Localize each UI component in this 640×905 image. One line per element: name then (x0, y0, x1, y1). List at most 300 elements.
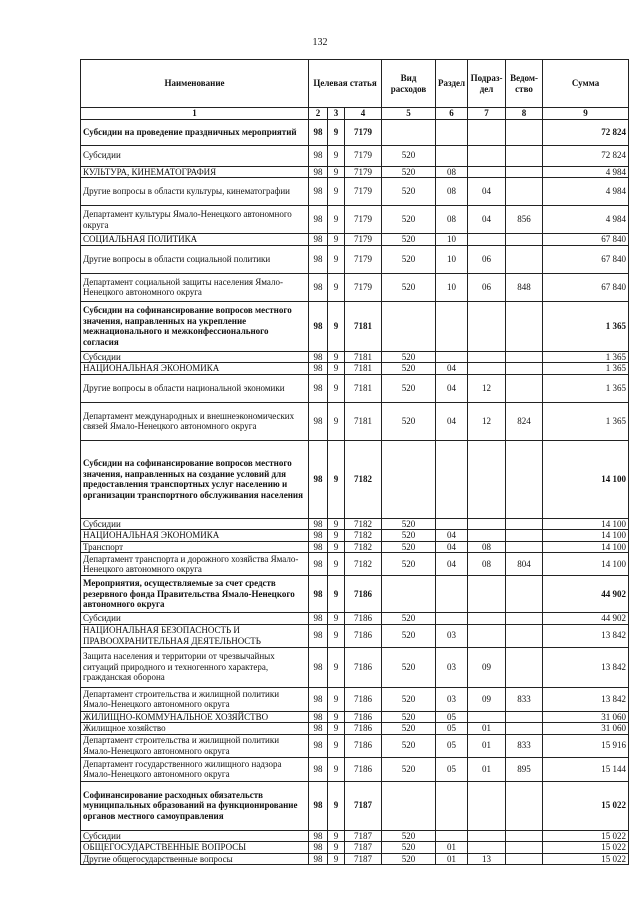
cell-expense-type: 520 (382, 613, 436, 625)
cell-subsection (468, 351, 506, 363)
table-row (81, 842, 629, 854)
cell-target-program: 98 (309, 518, 328, 530)
cell-target-subprogram: 9 (328, 541, 345, 553)
cell-target-code: 7179 (345, 245, 382, 273)
cell-amount: 15 022 (543, 830, 629, 842)
column-number: 5 (382, 108, 436, 120)
cell-subsection (468, 301, 506, 351)
cell-section: 03 (436, 687, 468, 711)
cell-target-code: 7186 (345, 757, 382, 781)
cell-section: 08 (436, 206, 468, 234)
cell-name: НАЦИОНАЛЬНАЯ БЕЗОПАСНОСТЬ И ПРАВООХРАНИТЕЛЬНАЯ ДЕЯТЕЛЬНОСТЬ (81, 624, 309, 647)
cell-department: 824 (506, 402, 543, 440)
cell-department (506, 613, 543, 625)
table-row (81, 440, 629, 518)
cell-department (506, 145, 543, 166)
cell-subsection (468, 166, 506, 178)
cell-target-code: 7186 (345, 613, 382, 625)
cell-name: Защита населения и территории от чрезвычайных ситуаций природного и техногенного характера, гражданская оборона (81, 647, 309, 687)
table-row (81, 166, 629, 178)
cell-expense-type: 520 (382, 541, 436, 553)
cell-department (506, 166, 543, 178)
column-number: 6 (436, 108, 468, 120)
table-row (81, 374, 629, 402)
cell-department (506, 624, 543, 647)
cell-target-subprogram: 9 (328, 145, 345, 166)
cell-section: 03 (436, 647, 468, 687)
cell-subsection (468, 842, 506, 854)
cell-amount: 1 365 (543, 402, 629, 440)
cell-department (506, 541, 543, 553)
column-number: 3 (328, 108, 345, 120)
cell-amount: 72 824 (543, 145, 629, 166)
cell-target-code: 7186 (345, 711, 382, 723)
cell-section: 04 (436, 530, 468, 542)
cell-subsection: 09 (468, 687, 506, 711)
cell-target-code: 7186 (345, 647, 382, 687)
table-row (81, 119, 629, 145)
cell-subsection: 08 (468, 541, 506, 553)
cell-section: 10 (436, 245, 468, 273)
header-section: Раздел (436, 60, 468, 108)
table-row (81, 711, 629, 723)
table-row (81, 234, 629, 246)
table-row (81, 245, 629, 273)
cell-section: 05 (436, 734, 468, 757)
cell-subsection: 01 (468, 734, 506, 757)
cell-name: Мероприятия, осуществляемые за счет средств резервного фонда Правительства Ямало-Ненецкого автономного округа (81, 576, 309, 613)
page-number: 132 (312, 37, 328, 48)
cell-target-code: 7187 (345, 781, 382, 830)
cell-target-subprogram: 9 (328, 402, 345, 440)
cell-target-code: 7182 (345, 440, 382, 518)
cell-section (436, 613, 468, 625)
table-row (81, 853, 629, 865)
column-number: 7 (468, 108, 506, 120)
table-row (81, 301, 629, 351)
cell-name: Субсидии на софинансирование вопросов местного значения, направленных на укрепление межнационального и межконфессионального согласия (81, 301, 309, 351)
cell-department (506, 178, 543, 206)
cell-name: Департамент строительства и жилищной политики Ямало-Ненецкого автономного округа (81, 734, 309, 757)
cell-target-program: 98 (309, 119, 328, 145)
table-row (81, 273, 629, 301)
cell-name: ОБЩЕГОСУДАРСТВЕННЫЕ ВОПРОСЫ (81, 842, 309, 854)
cell-target-code: 7179 (345, 234, 382, 246)
cell-name: Департамент строительства и жилищной политики Ямало-Ненецкого автономного округа (81, 687, 309, 711)
cell-target-program: 98 (309, 145, 328, 166)
cell-section: 01 (436, 853, 468, 865)
cell-amount: 4 984 (543, 166, 629, 178)
cell-amount: 44 902 (543, 613, 629, 625)
cell-department (506, 781, 543, 830)
cell-expense-type: 520 (382, 166, 436, 178)
table-body (81, 119, 629, 865)
cell-expense-type: 520 (382, 402, 436, 440)
cell-name: Департамент международных и внешнеэкономических связей Ямало-Ненецкого автономного округа (81, 402, 309, 440)
cell-target-subprogram: 9 (328, 853, 345, 865)
header-amount: Сумма (543, 60, 629, 108)
cell-section: 04 (436, 402, 468, 440)
cell-name: Другие вопросы в области культуры, кинематографии (81, 178, 309, 206)
cell-subsection: 01 (468, 723, 506, 735)
cell-target-subprogram: 9 (328, 757, 345, 781)
cell-expense-type (382, 440, 436, 518)
cell-target-subprogram: 9 (328, 119, 345, 145)
cell-name: Субсидии (81, 145, 309, 166)
cell-amount: 15 022 (543, 781, 629, 830)
table-row (81, 518, 629, 530)
cell-target-program: 98 (309, 613, 328, 625)
cell-name: Департамент государственного жилищного надзора Ямало-Ненецкого автономного округа (81, 757, 309, 781)
cell-section (436, 576, 468, 613)
cell-target-subprogram: 9 (328, 530, 345, 542)
cell-target-subprogram: 9 (328, 234, 345, 246)
cell-name: Субсидии (81, 830, 309, 842)
cell-department (506, 830, 543, 842)
cell-target-code: 7179 (345, 178, 382, 206)
cell-subsection (468, 576, 506, 613)
column-number: 2 (309, 108, 328, 120)
cell-target-subprogram: 9 (328, 613, 345, 625)
cell-section (436, 781, 468, 830)
cell-amount: 31 060 (543, 723, 629, 735)
cell-target-program: 98 (309, 781, 328, 830)
cell-target-code: 7181 (345, 374, 382, 402)
cell-target-subprogram: 9 (328, 440, 345, 518)
cell-target-code: 7179 (345, 145, 382, 166)
cell-target-program: 98 (309, 687, 328, 711)
cell-subsection: 06 (468, 273, 506, 301)
cell-target-subprogram: 9 (328, 781, 345, 830)
cell-target-subprogram: 9 (328, 624, 345, 647)
table-row (81, 206, 629, 234)
cell-target-code: 7179 (345, 166, 382, 178)
cell-section: 03 (436, 624, 468, 647)
cell-section: 01 (436, 842, 468, 854)
cell-section: 05 (436, 723, 468, 735)
cell-expense-type (382, 301, 436, 351)
cell-subsection (468, 624, 506, 647)
cell-department (506, 363, 543, 375)
cell-target-subprogram: 9 (328, 273, 345, 301)
cell-department: 848 (506, 273, 543, 301)
cell-amount: 14 100 (543, 553, 629, 576)
cell-section: 04 (436, 541, 468, 553)
table-row (81, 178, 629, 206)
cell-amount: 67 840 (543, 234, 629, 246)
cell-department (506, 842, 543, 854)
cell-name: Субсидии на софинансирование вопросов местного значения, направленных на создание условий для предоставления транспортных услуг населению и организации транспортного обслуживания населения (81, 440, 309, 518)
cell-target-subprogram: 9 (328, 518, 345, 530)
column-number: 1 (81, 108, 309, 120)
table-row (81, 734, 629, 757)
cell-subsection (468, 711, 506, 723)
cell-target-subprogram: 9 (328, 301, 345, 351)
cell-target-program: 98 (309, 374, 328, 402)
cell-target-program: 98 (309, 647, 328, 687)
cell-expense-type: 520 (382, 711, 436, 723)
cell-department: 833 (506, 734, 543, 757)
cell-target-program: 98 (309, 440, 328, 518)
cell-section (436, 119, 468, 145)
cell-target-code: 7186 (345, 624, 382, 647)
cell-name: Другие общегосударственные вопросы (81, 853, 309, 865)
cell-name: Департамент социальной защиты населения Ямало-Ненецкого автономного округа (81, 273, 309, 301)
table-row (81, 830, 629, 842)
cell-subsection: 12 (468, 374, 506, 402)
cell-amount: 1 365 (543, 351, 629, 363)
cell-subsection: 08 (468, 553, 506, 576)
column-number: 8 (506, 108, 543, 120)
cell-target-program: 98 (309, 206, 328, 234)
cell-target-code: 7181 (345, 402, 382, 440)
cell-section (436, 145, 468, 166)
cell-department (506, 853, 543, 865)
table-row (81, 687, 629, 711)
cell-target-code: 7187 (345, 842, 382, 854)
cell-expense-type: 520 (382, 830, 436, 842)
cell-target-program: 98 (309, 734, 328, 757)
cell-section: 10 (436, 234, 468, 246)
header-name: Наименование (81, 60, 309, 108)
cell-expense-type (382, 576, 436, 613)
cell-expense-type: 520 (382, 206, 436, 234)
cell-expense-type: 520 (382, 234, 436, 246)
cell-name: Департамент транспорта и дорожного хозяйства Ямало-Ненецкого автономного округа (81, 553, 309, 576)
cell-target-code: 7181 (345, 363, 382, 375)
cell-department: 833 (506, 687, 543, 711)
cell-name: Другие вопросы в области социальной политики (81, 245, 309, 273)
cell-subsection (468, 518, 506, 530)
cell-name: Субсидии (81, 613, 309, 625)
cell-target-program: 98 (309, 624, 328, 647)
cell-amount: 1 365 (543, 374, 629, 402)
cell-expense-type: 520 (382, 530, 436, 542)
cell-subsection: 12 (468, 402, 506, 440)
cell-amount: 72 824 (543, 119, 629, 145)
cell-target-program: 98 (309, 757, 328, 781)
cell-expense-type: 520 (382, 853, 436, 865)
cell-target-program: 98 (309, 301, 328, 351)
cell-section: 04 (436, 553, 468, 576)
cell-name: Транспорт (81, 541, 309, 553)
cell-target-program: 98 (309, 842, 328, 854)
cell-target-code: 7182 (345, 518, 382, 530)
cell-target-code: 7181 (345, 301, 382, 351)
table-row (81, 530, 629, 542)
cell-target-program: 98 (309, 363, 328, 375)
cell-amount: 15 022 (543, 853, 629, 865)
cell-target-program: 98 (309, 530, 328, 542)
cell-subsection: 04 (468, 178, 506, 206)
cell-target-subprogram: 9 (328, 734, 345, 757)
cell-target-code: 7186 (345, 687, 382, 711)
cell-amount: 14 100 (543, 518, 629, 530)
cell-target-program: 98 (309, 351, 328, 363)
cell-section: 10 (436, 273, 468, 301)
cell-department (506, 245, 543, 273)
cell-target-subprogram: 9 (328, 245, 345, 273)
cell-target-code: 7187 (345, 830, 382, 842)
cell-amount: 14 100 (543, 530, 629, 542)
cell-subsection (468, 145, 506, 166)
cell-expense-type: 520 (382, 363, 436, 375)
cell-name: Субсидии (81, 518, 309, 530)
cell-department (506, 234, 543, 246)
cell-target-program: 98 (309, 166, 328, 178)
column-number: 4 (345, 108, 382, 120)
cell-target-program: 98 (309, 576, 328, 613)
cell-expense-type: 520 (382, 553, 436, 576)
cell-subsection (468, 363, 506, 375)
cell-name: ЖИЛИЩНО-КОММУНАЛЬНОЕ ХОЗЯЙСТВО (81, 711, 309, 723)
cell-expense-type: 520 (382, 518, 436, 530)
table-row (81, 351, 629, 363)
cell-subsection (468, 234, 506, 246)
cell-department (506, 119, 543, 145)
cell-amount: 67 840 (543, 245, 629, 273)
header-department: Ведом- ство (506, 60, 543, 108)
table-row (81, 613, 629, 625)
cell-target-code: 7182 (345, 530, 382, 542)
column-number-row (81, 108, 629, 120)
cell-section: 04 (436, 374, 468, 402)
cell-name: Жилищное хозяйство (81, 723, 309, 735)
cell-target-program: 98 (309, 234, 328, 246)
cell-target-program: 98 (309, 853, 328, 865)
cell-target-subprogram: 9 (328, 351, 345, 363)
cell-name: Софинансирование расходных обязательств муниципальных образований на функционирование органов местного самоуправления (81, 781, 309, 830)
cell-section: 05 (436, 757, 468, 781)
cell-target-code: 7182 (345, 553, 382, 576)
header-expense-type: Вид расходов (382, 60, 436, 108)
cell-name: Субсидии на проведение праздничных мероприятий (81, 119, 309, 145)
cell-amount: 31 060 (543, 711, 629, 723)
cell-subsection (468, 440, 506, 518)
cell-name: КУЛЬТУРА, КИНЕМАТОГРАФИЯ (81, 166, 309, 178)
table-row (81, 402, 629, 440)
cell-expense-type: 520 (382, 178, 436, 206)
cell-department (506, 576, 543, 613)
cell-amount: 44 902 (543, 576, 629, 613)
cell-target-code: 7179 (345, 119, 382, 145)
header-subsection: Подраз- дел (468, 60, 506, 108)
cell-amount: 4 984 (543, 206, 629, 234)
table-row (81, 723, 629, 735)
cell-department (506, 711, 543, 723)
cell-target-code: 7186 (345, 734, 382, 757)
cell-target-subprogram: 9 (328, 723, 345, 735)
cell-target-program: 98 (309, 273, 328, 301)
cell-expense-type (382, 781, 436, 830)
cell-department (506, 723, 543, 735)
cell-department (506, 301, 543, 351)
cell-subsection (468, 613, 506, 625)
cell-subsection: 06 (468, 245, 506, 273)
cell-expense-type: 520 (382, 245, 436, 273)
cell-amount: 1 365 (543, 301, 629, 351)
cell-target-subprogram: 9 (328, 711, 345, 723)
cell-name: СОЦИАЛЬНАЯ ПОЛИТИКА (81, 234, 309, 246)
cell-expense-type: 520 (382, 757, 436, 781)
cell-department (506, 374, 543, 402)
header-row (81, 60, 629, 108)
cell-target-code: 7187 (345, 853, 382, 865)
cell-target-code: 7186 (345, 576, 382, 613)
cell-amount: 13 842 (543, 647, 629, 687)
cell-section (436, 830, 468, 842)
cell-target-code: 7179 (345, 206, 382, 234)
cell-target-subprogram: 9 (328, 830, 345, 842)
cell-target-subprogram: 9 (328, 206, 345, 234)
cell-target-subprogram: 9 (328, 687, 345, 711)
cell-target-subprogram: 9 (328, 374, 345, 402)
cell-target-subprogram: 9 (328, 178, 345, 206)
cell-expense-type: 520 (382, 647, 436, 687)
cell-target-subprogram: 9 (328, 842, 345, 854)
cell-amount: 14 100 (543, 440, 629, 518)
cell-amount: 15 144 (543, 757, 629, 781)
table-row (81, 757, 629, 781)
cell-amount: 15 916 (543, 734, 629, 757)
cell-amount: 67 840 (543, 273, 629, 301)
cell-section: 08 (436, 178, 468, 206)
cell-amount: 13 842 (543, 687, 629, 711)
cell-target-program: 98 (309, 541, 328, 553)
cell-name: Другие вопросы в области национальной экономики (81, 374, 309, 402)
cell-target-code: 7186 (345, 723, 382, 735)
cell-target-code: 7181 (345, 351, 382, 363)
cell-target-program: 98 (309, 830, 328, 842)
budget-table (80, 59, 629, 865)
cell-department (506, 647, 543, 687)
cell-department (506, 351, 543, 363)
table-row (81, 647, 629, 687)
cell-target-subprogram: 9 (328, 553, 345, 576)
cell-expense-type: 520 (382, 624, 436, 647)
cell-name: Субсидии (81, 351, 309, 363)
cell-department: 804 (506, 553, 543, 576)
cell-section: 04 (436, 363, 468, 375)
cell-subsection (468, 781, 506, 830)
cell-expense-type: 520 (382, 351, 436, 363)
cell-target-program: 98 (309, 245, 328, 273)
cell-target-subprogram: 9 (328, 576, 345, 613)
cell-department (506, 530, 543, 542)
cell-expense-type: 520 (382, 273, 436, 301)
cell-section (436, 440, 468, 518)
cell-name: Департамент культуры Ямало-Ненецкого автономного округа (81, 206, 309, 234)
table-row (81, 576, 629, 613)
cell-department (506, 440, 543, 518)
cell-target-program: 98 (309, 178, 328, 206)
cell-expense-type: 520 (382, 145, 436, 166)
cell-subsection: 13 (468, 853, 506, 865)
cell-target-program: 98 (309, 402, 328, 440)
cell-target-program: 98 (309, 711, 328, 723)
cell-target-subprogram: 9 (328, 647, 345, 687)
cell-amount: 15 022 (543, 842, 629, 854)
cell-subsection: 09 (468, 647, 506, 687)
cell-section: 08 (436, 166, 468, 178)
cell-department: 895 (506, 757, 543, 781)
cell-name: НАЦИОНАЛЬНАЯ ЭКОНОМИКА (81, 363, 309, 375)
table-row (81, 145, 629, 166)
cell-department: 856 (506, 206, 543, 234)
cell-target-code: 7182 (345, 541, 382, 553)
cell-target-code: 7179 (345, 273, 382, 301)
cell-expense-type: 520 (382, 374, 436, 402)
